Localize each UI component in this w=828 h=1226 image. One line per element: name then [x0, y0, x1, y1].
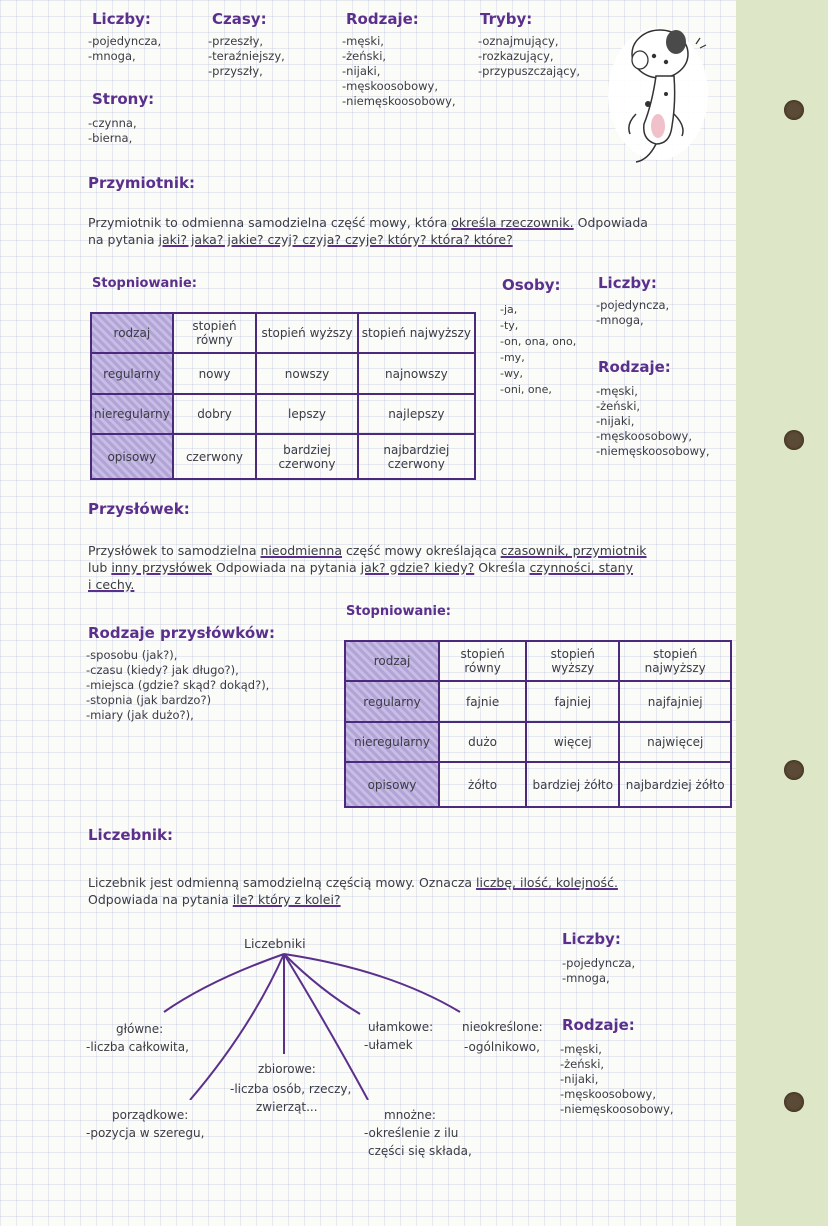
przymiotnik-definition: [88, 214, 728, 248]
table-row: [91, 434, 475, 479]
definition-underline: inny przysłówek: [111, 560, 212, 575]
table-cell: żółto: [439, 762, 526, 807]
liczebnik-title: Liczebnik:: [88, 826, 174, 844]
list-item: -przypuszczający,: [478, 64, 581, 78]
przyslowek-definition: [88, 542, 728, 593]
branch-desc: -liczba całkowita,: [86, 1040, 189, 1054]
definition-underline: ile? który z kolei?: [232, 892, 341, 907]
table-cell: nowy: [173, 353, 257, 393]
przymiotnik-title: Przymiotnik:: [88, 174, 195, 192]
table-cell: czerwony: [173, 434, 257, 479]
table-cell: regularny: [91, 353, 173, 393]
table-row: [345, 681, 731, 721]
table-row: [91, 313, 475, 353]
czasy-list: [208, 34, 285, 79]
table-header: stopień wyższy: [526, 641, 619, 681]
table-cell: najlepszy: [358, 394, 475, 434]
list-item: -niemęskoosobowy,: [560, 1102, 674, 1116]
list-item: -męski,: [596, 384, 638, 398]
table-header: rodzaj: [91, 313, 173, 353]
list-item: -nijaki,: [342, 64, 381, 78]
table-header: stopień wyższy: [256, 313, 357, 353]
list-item: -pojedyncza,: [88, 34, 162, 48]
binder-hole: [784, 100, 804, 120]
table-header: stopień najwyższy: [619, 641, 731, 681]
table-cell: bardziej żółto: [526, 762, 619, 807]
liczebnik-definition: [88, 874, 728, 908]
list-item: -ja,: [500, 303, 518, 316]
definition-text: Określa: [474, 560, 526, 575]
list-item: -mnoga,: [562, 971, 610, 985]
table-cell: fajniej: [526, 681, 619, 721]
list-item: -oznajmujący,: [478, 34, 559, 48]
table-header: rodzaj: [345, 641, 439, 681]
definition-questions: jaki? jaka? jakie? czyj? czyja? czyje? który? która? które?: [158, 232, 513, 247]
list-item: -żeński,: [596, 399, 641, 413]
branch-desc: -ułamek: [364, 1038, 413, 1052]
list-item: -niemęskoosobowy,: [596, 444, 710, 458]
list-item: -męskoosobowy,: [596, 429, 692, 443]
table-row: [91, 353, 475, 393]
list-item: -nijaki,: [596, 414, 635, 428]
tree-root-label: Liczebniki: [244, 936, 306, 951]
rodzaje-title: Rodzaje:: [562, 1016, 635, 1034]
list-item: -mnoga,: [88, 49, 136, 63]
list-item: -pojedyncza,: [596, 298, 670, 312]
definition-text: Odpowiada na pytania: [211, 560, 357, 575]
osoby-list: [500, 302, 576, 398]
table-header: stopień równy: [439, 641, 526, 681]
definition-underline: jak? gdzie? kiedy?: [360, 560, 475, 575]
branch-desc: zwierząt...: [256, 1100, 318, 1114]
czasy-title: Czasy:: [212, 10, 267, 28]
list-item: -przeszły,: [208, 34, 264, 48]
binder-hole: [784, 1092, 804, 1112]
list-item: -nijaki,: [560, 1072, 599, 1086]
rodzaje-przyslowkow-title: Rodzaje przysłówków:: [88, 624, 276, 642]
list-item: -męski,: [560, 1042, 602, 1056]
tryby-title: Tryby:: [480, 10, 533, 28]
definition-text: Odpowiada: [573, 215, 648, 230]
definition-text: Odpowiada na pytania: [88, 892, 229, 907]
rodzaje-list: [596, 384, 710, 459]
branch-desc: -pozycja w szeregu,: [86, 1126, 205, 1140]
table-row: [345, 641, 731, 681]
definition-underline: określa rzeczownik.: [451, 215, 574, 230]
przyslowek-title: Przysłówek:: [88, 500, 190, 518]
branch-label: mnożne:: [384, 1108, 436, 1122]
binder-hole: [784, 430, 804, 450]
table-cell: najfajniej: [619, 681, 731, 721]
definition-underline: czynności, stany: [529, 560, 634, 575]
list-item: -sposobu (jak?),: [86, 648, 178, 662]
list-item: -rozkazujący,: [478, 49, 554, 63]
table-row: [345, 722, 731, 762]
list-item: -niemęskoosobowy,: [342, 94, 456, 108]
table-cell: opisowy: [91, 434, 173, 479]
table-row: [345, 762, 731, 807]
branch-label: zbiorowe:: [258, 1062, 316, 1076]
definition-text: Przysłówek to samodzielna: [88, 543, 257, 558]
list-item: -on, ona, ono,: [500, 335, 577, 348]
table-cell: regularny: [345, 681, 439, 721]
branch-desc: -liczba osób, rzeczy,: [230, 1082, 352, 1096]
branch-desc: części się składa,: [368, 1144, 472, 1158]
dog-sticker-illustration: [596, 14, 720, 170]
liczby-list: [88, 34, 161, 64]
definition-underline: i cechy.: [88, 577, 135, 592]
liczby-title: Liczby:: [562, 930, 621, 948]
stopniowanie-title: Stopniowanie:: [346, 604, 451, 619]
table-cell: nieregularny: [345, 722, 439, 762]
list-item: -czynna,: [88, 116, 137, 130]
table-cell: więcej: [526, 722, 619, 762]
liczby-title: Liczby:: [92, 10, 151, 28]
table-cell: najwięcej: [619, 722, 731, 762]
list-item: -ty,: [500, 319, 519, 332]
definition-underline: czasownik, przymiotnik: [500, 543, 647, 558]
binder-hole: [784, 760, 804, 780]
definition-text: część mowy określająca: [342, 543, 497, 558]
list-item: -teraźniejszy,: [208, 49, 285, 63]
list-item: -męski,: [342, 34, 384, 48]
rodzaje-list: [342, 34, 456, 109]
table-cell: lepszy: [256, 394, 357, 434]
table-cell: dużo: [439, 722, 526, 762]
definition-text: Przymiotnik to odmienna samodzielna część mowy, która: [88, 215, 448, 230]
definition-text: lub: [88, 560, 108, 575]
strony-list: [88, 116, 137, 146]
definition-text: Liczebnik jest odmienną samodzielną częścią mowy. Oznacza: [88, 875, 473, 890]
rodzaje-przyslowkow-list: [86, 648, 269, 723]
rodzaje-title: Rodzaje:: [598, 358, 671, 376]
liczby-title: Liczby:: [598, 274, 657, 292]
list-item: -miary (jak dużo?),: [86, 708, 194, 722]
stopniowanie-title: Stopniowanie:: [92, 276, 197, 291]
table-header: stopień najwyższy: [358, 313, 475, 353]
rodzaje-title: Rodzaje:: [346, 10, 419, 28]
list-item: -żeński,: [560, 1057, 605, 1071]
branch-desc: -ogólnikowo,: [464, 1040, 540, 1054]
list-item: -stopnia (jak bardzo?): [86, 693, 212, 707]
list-item: -przyszły,: [208, 64, 263, 78]
table-row: [91, 394, 475, 434]
table-cell: bardziej czerwony: [256, 434, 357, 479]
list-item: -bierna,: [88, 131, 133, 145]
definition-text: na pytania: [88, 232, 155, 247]
table-cell: opisowy: [345, 762, 439, 807]
list-item: -żeński,: [342, 49, 387, 63]
list-item: -wy,: [500, 367, 523, 380]
branch-label: ułamkowe:: [368, 1020, 434, 1034]
adjective-comparison-table: [90, 312, 476, 480]
table-cell: nowszy: [256, 353, 357, 393]
definition-underline: liczbę, ilość, kolejność.: [476, 875, 618, 890]
branch-label: porządkowe:: [112, 1108, 189, 1122]
branch-label: główne:: [116, 1022, 164, 1036]
table-cell: najbardziej żółto: [619, 762, 731, 807]
list-item: -pojedyncza,: [562, 956, 636, 970]
list-item: -czasu (kiedy? jak długo?),: [86, 663, 239, 677]
branch-desc: -określenie z ilu: [364, 1126, 459, 1140]
branch-label: nieokreślone:: [462, 1020, 543, 1034]
liczby-list: [596, 298, 669, 328]
table-cell: najnowszy: [358, 353, 475, 393]
tryby-list: [478, 34, 580, 79]
strony-title: Strony:: [92, 90, 155, 108]
list-item: -miejsca (gdzie? skąd? dokąd?),: [86, 678, 270, 692]
table-cell: fajnie: [439, 681, 526, 721]
page-margin: [736, 0, 828, 1226]
table-cell: nieregularny: [91, 394, 173, 434]
osoby-title: Osoby:: [502, 276, 561, 294]
list-item: -męskoosobowy,: [342, 79, 438, 93]
list-item: -mnoga,: [596, 313, 644, 327]
liczby-list: [562, 956, 635, 986]
list-item: -my,: [500, 351, 525, 364]
adverb-comparison-table: [344, 640, 732, 808]
table-cell: najbardziej czerwony: [358, 434, 475, 479]
list-item: -oni, one,: [500, 383, 552, 396]
rodzaje-list: [560, 1042, 674, 1117]
list-item: -męskoosobowy,: [560, 1087, 656, 1101]
definition-underline: nieodmienna: [260, 543, 342, 558]
table-header: stopień równy: [173, 313, 257, 353]
table-cell: dobry: [173, 394, 257, 434]
